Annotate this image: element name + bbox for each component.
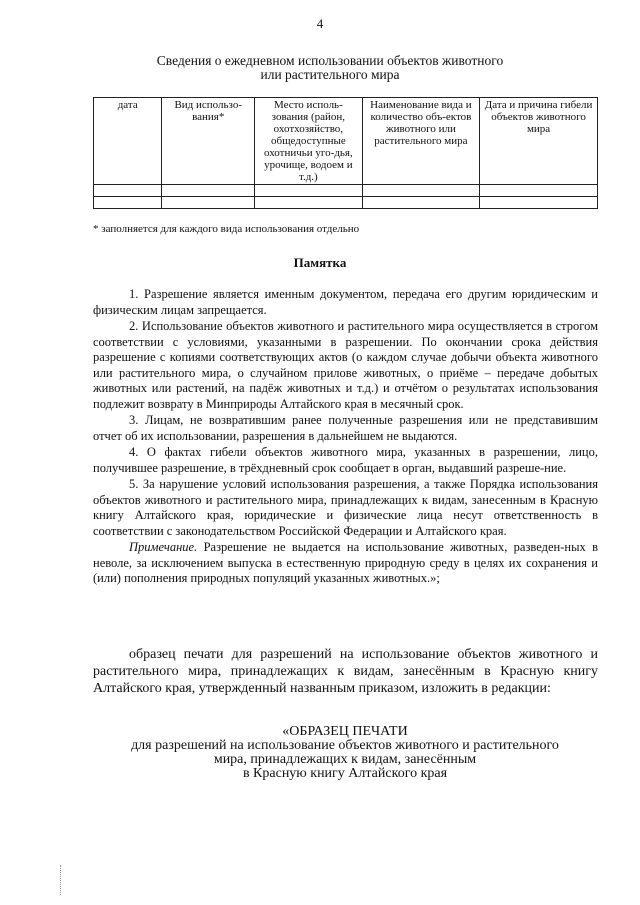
sample-line-4: в Красную книгу Алтайского края: [242, 766, 448, 781]
table-cell[interactable]: [94, 185, 162, 197]
table-cell[interactable]: [94, 197, 162, 209]
table-cell[interactable]: [480, 185, 598, 197]
memo-title: Памятка: [293, 255, 347, 270]
memo-note-label: Примечание.: [129, 540, 198, 554]
document-title: [100, 54, 560, 82]
table-row: [94, 185, 598, 197]
sample-line-1: «ОБРАЗЕЦ ПЕЧАТИ: [282, 724, 408, 739]
table-cell[interactable]: [162, 197, 255, 209]
memo-paragraph-1: 1. Разрешение является именным документом, передача его другим юридическим и физическим лицам запрещается.: [93, 287, 598, 317]
table-cell[interactable]: [255, 197, 363, 209]
order-text: [93, 646, 598, 697]
stamp-sample-title: [90, 725, 600, 781]
memo-note: [93, 540, 598, 587]
table-footnote: * заполняется для каждого вида использования отдельно: [93, 223, 360, 235]
table-cell[interactable]: [255, 185, 363, 197]
memo-note-text: Разрешение не выдается на использование животных, разведен-ных в неволе, за исключением выпуска в естественную природную среду в целях их сохранения и (или) пополнения природных популяций указанных животных.»;: [93, 540, 598, 585]
page-number: 4: [316, 16, 324, 31]
table-cell[interactable]: [162, 185, 255, 197]
sample-line-2: для разрешений на использование объектов животного и растительного: [131, 738, 559, 753]
title-line-1: Сведения о ежедневном использовании объектов животного: [156, 53, 504, 68]
memo-paragraph-2: 2. Использование объектов животного и растительного мира осуществляется в строгом соответствии с условиями, указанными в разрешении. По окончании срока действия разрешение с копиями соответствующих актов (о каждом случае добычи объекта животного или растительного мира, о случайном прилове животных, о приёме – передаче добытых животных или растений, на падёж животных и т.д.) и отчётом о результатах использования подлежит возврату в Минприроды Алтайского края в месячный срок.: [93, 319, 598, 411]
table-cell[interactable]: [480, 197, 598, 209]
memo-paragraph-3: 3. Лицам, не возвратившим ранее полученные разрешения или не представившим отчет об их использовании, разрешения в дальнейшем не выдаются.: [93, 413, 598, 443]
table-cell[interactable]: [362, 185, 479, 197]
table-cell[interactable]: [362, 197, 479, 209]
header-species: Наименование вида и количество объ-ектов животного или растительного мира: [362, 98, 479, 185]
usage-table: [93, 97, 598, 209]
memo-body: [93, 287, 598, 588]
order-paragraph: образец печати для разрешений на использование объектов животного и растительного мира, принадлежащих к видам, занесённым в Красную книгу Алтайского края, утвержденный названным приказом, изложить в редакции:: [93, 647, 598, 696]
memo-paragraph-4: 4. О фактах гибели объектов животного мира, указанных в разрешении, лицо, получившее разрешение, в трёхдневный срок сообщает в орган, выдавший разреше-ние.: [93, 445, 598, 475]
header-usage-type: Вид использо-вания*: [162, 98, 255, 185]
title-line-2: или растительного мира: [260, 67, 400, 82]
table-header-row: [94, 98, 598, 185]
scan-edge-mark: [0, 865, 61, 895]
header-date: дата: [94, 98, 162, 185]
memo-paragraph-5: 5. За нарушение условий использования разрешения, а также Порядка использования объектов животного и растительного мира, принадлежащих к видам, занесенным в Красную книгу Алтайского края, юридические и физические лица несут ответственность в соответствии с законодательством Российской Федерации и Алтайского края.: [93, 477, 598, 538]
table-row: [94, 197, 598, 209]
sample-line-3: мира, принадлежащих к видам, занесённым: [213, 752, 477, 767]
header-place: Место исполь-зования (район, охотхозяйство, общедоступные охотничьи уго-дья, урочище, водоем и т.д.): [255, 98, 363, 185]
header-death: Дата и причина гибели объектов животного мира: [480, 98, 598, 185]
